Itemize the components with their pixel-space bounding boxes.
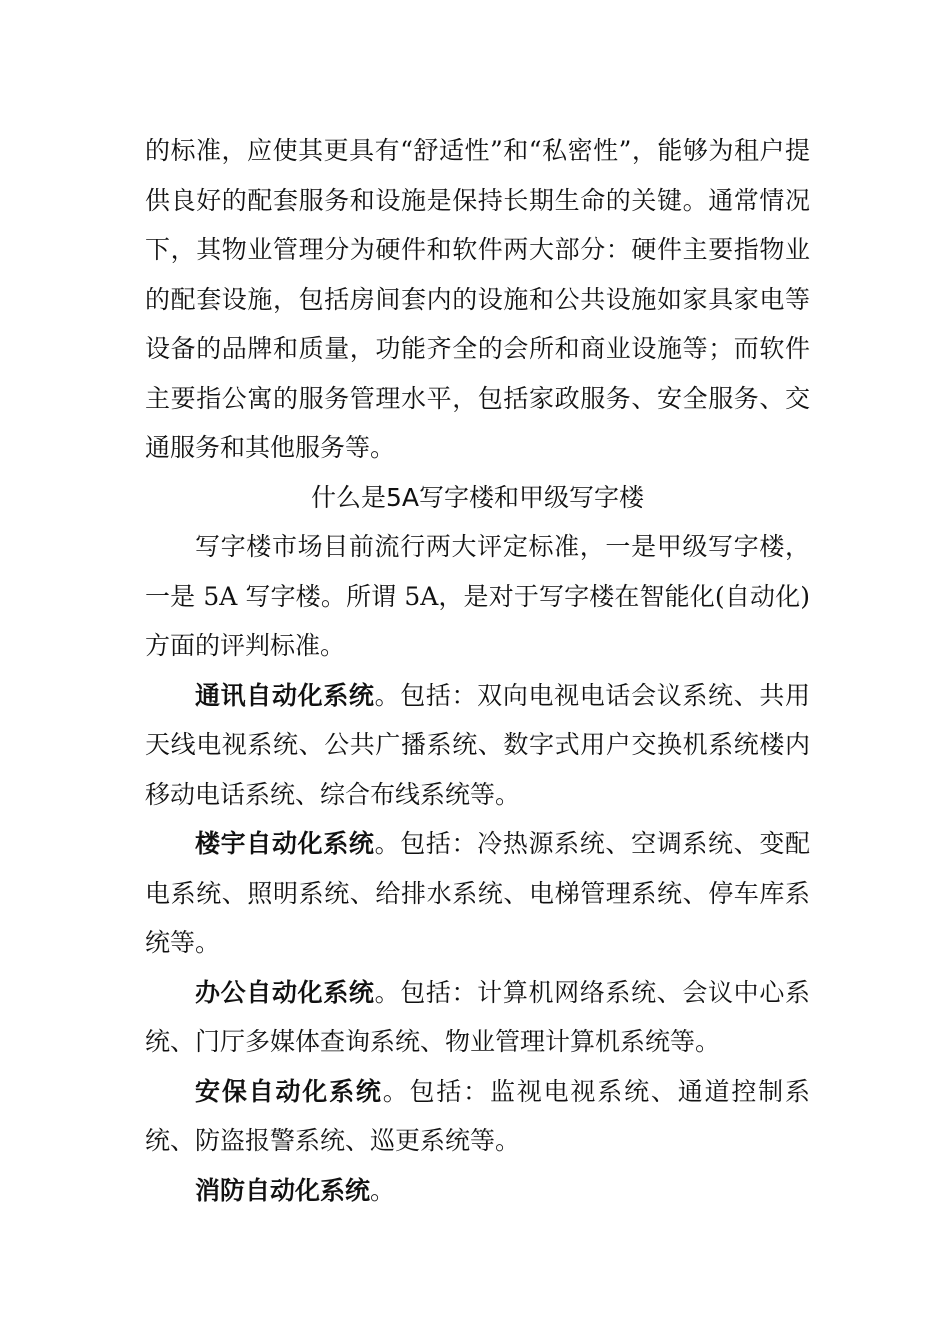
system-description-fire: 。 [370,1175,396,1205]
section-title: 什么是5A写字楼和甲级写字楼 [310,482,644,512]
system-description-office: 。包括：计算机网络系统、会议中心系统、门厅多媒体查询系统、物业管理计算机系统等。 [145,977,810,1056]
system-name-communication: 通讯自动化系统 [195,680,375,710]
system-description-security: 。包括：监视电视系统、通道控制系统、防盗报警系统、巡更系统等。 [145,1076,810,1155]
system-name-fire: 消防自动化系统 [195,1175,371,1205]
system-description-communication: 。包括：双向电视电话会议系统、共用天线电视系统、公共广播系统、数字式用户交换机系统楼内移动电话系统、综合布线系统等。 [145,680,810,809]
system-paragraph-office [145,968,810,1067]
system-paragraph-building [145,819,810,968]
system-name-security: 安保自动化系统 [195,1076,383,1106]
system-name-office: 办公自动化系统 [195,977,375,1007]
system-description-building: 。包括：冷热源系统、空调系统、变配电系统、照明系统、给排水系统、电梯管理系统、停车库系统等。 [145,829,810,957]
continuation-paragraph: 的标准，应使其更具有“舒适性”和“私密性”，能够为租户提供良好的配套服务和设施是保持长期生命的关键。通常情况下，其物业管理分为硬件和软件两大部分：硬件主要指物业的配套设施，包括房间套内的设施和公共设施如家具家电等设备的品牌和质量，功能齐全的会所和商业设施等；而软件主要指公寓的服务管理水平，包括家政服务、安全服务、交通服务和其他服务等。 [145,136,810,462]
system-paragraph-communication [145,671,810,820]
system-paragraph-security [145,1067,810,1166]
document-body [145,126,810,1215]
intro-paragraph: 写字楼市场目前流行两大评定标准，一是甲级写字楼，一是 5A 写字楼。所谓 5A，是对于写字楼在智能化(自动化)方面的评判标准。 [145,532,810,660]
system-paragraph-fire [145,1166,810,1216]
system-name-building: 楼宇自动化系统 [195,829,375,858]
